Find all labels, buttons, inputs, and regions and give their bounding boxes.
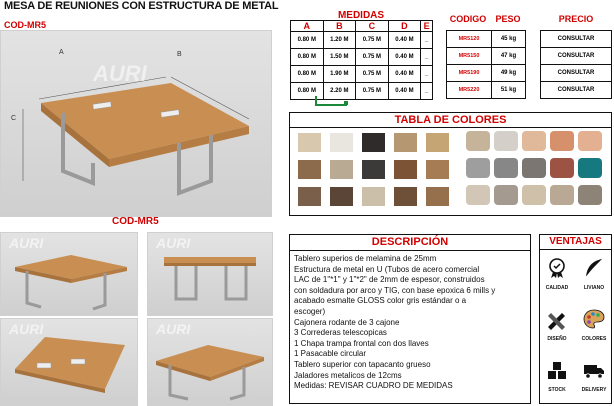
- color-swatch-wood[interactable]: [426, 160, 449, 179]
- product-code-top: COD-MR5: [4, 20, 46, 30]
- colores-header: TABLA DE COLORES: [394, 114, 507, 126]
- watermark: AURI: [9, 235, 44, 251]
- table-cell: 0.75 M: [356, 49, 389, 66]
- table-diagram-illustration: [1, 31, 271, 216]
- medidas-header: MEDIDAS: [337, 10, 385, 21]
- color-swatch-solid[interactable]: [578, 185, 602, 205]
- ventajas-header-rule: [540, 249, 611, 250]
- watermark: AURI: [156, 321, 191, 337]
- table-cell: CONSULTAR: [541, 48, 612, 65]
- table-cell: 0.80 M: [291, 49, 324, 66]
- ventaja-label-liviano: LIVIANO: [583, 285, 605, 291]
- table-cell: MR5220: [447, 82, 492, 99]
- watermark: AURI: [9, 321, 44, 337]
- ventajas-panel: [539, 234, 612, 404]
- delivery-truck-icon: [582, 359, 606, 381]
- descripcion-line: LAC de 1"*1" y 1"*2" de 2mm de espesor, construidos: [294, 275, 485, 285]
- table-row: [541, 82, 612, 99]
- table-cell: MR5150: [447, 48, 492, 65]
- color-swatch-solid[interactable]: [550, 131, 574, 151]
- table-cell: 0.75 M: [356, 83, 389, 100]
- descripcion-line: Medidas: REVISAR CUADRO DE MEDIDAS: [294, 381, 453, 391]
- table-cell: MR5120: [447, 31, 492, 48]
- color-swatch-solid[interactable]: [466, 158, 490, 178]
- table-row: [291, 83, 433, 100]
- table-cell: MR5190: [447, 65, 492, 82]
- table-row: [291, 66, 433, 83]
- table-cell: 45 kg: [492, 31, 526, 48]
- precio-table: [540, 30, 612, 99]
- color-swatch-solid[interactable]: [466, 185, 490, 205]
- codigo-peso-table: [446, 30, 526, 99]
- descripcion-line: acabado esmalte GLOSS color gris estándar o a: [294, 296, 467, 306]
- medidas-col-a: A: [291, 21, 324, 32]
- medidas-col-headers: [291, 21, 433, 32]
- table-row: [447, 31, 526, 48]
- table-cell: 1.90 M: [323, 66, 356, 83]
- product-photo-4: [147, 318, 273, 406]
- peso-header: PESO: [495, 14, 521, 24]
- table-cell: 0.40 M: [388, 83, 421, 100]
- table-cell: 0.40 M: [388, 66, 421, 83]
- product-photo-2: [147, 232, 273, 316]
- table-cell: 51 kg: [492, 82, 526, 99]
- table-cell: 0.75 M: [356, 32, 389, 49]
- descripcion-line: 3 Correderas telescopicas: [294, 328, 387, 338]
- color-swatch-wood[interactable]: [330, 133, 353, 152]
- codigo-header: CODIGO: [449, 14, 487, 24]
- table-row: [447, 48, 526, 65]
- table-row: [541, 48, 612, 65]
- table-cell: _: [421, 66, 433, 83]
- table-row: [541, 65, 612, 82]
- color-swatch-wood[interactable]: [394, 160, 417, 179]
- dim-label-c: C: [11, 115, 17, 122]
- medidas-col-e: E: [421, 21, 433, 32]
- color-swatch-wood[interactable]: [426, 187, 449, 206]
- ventaja-label-stock: STOCK: [548, 387, 566, 393]
- color-swatch-wood[interactable]: [330, 187, 353, 206]
- ventaja-label-colores: COLORES: [581, 336, 607, 342]
- colores-panel: [289, 112, 612, 216]
- descripcion-line: con soldadura por arco y TIG, con base epoxica 6 mills y: [294, 285, 496, 295]
- color-swatch-wood[interactable]: [362, 160, 385, 179]
- descripcion-line: Tablero superior con tapacanto grueso: [294, 359, 431, 369]
- table-cell: 1.20 M: [323, 32, 356, 49]
- page-title: MESA DE REUNIONES CON ESTRUCTURA DE METAL: [4, 0, 279, 12]
- table-top-surface: [41, 83, 249, 159]
- descripcion-line: Cajonera rodante de 3 cajone: [294, 317, 400, 327]
- color-swatch-solid[interactable]: [522, 158, 546, 178]
- table-row: [541, 31, 612, 48]
- color-swatch-wood[interactable]: [298, 160, 321, 179]
- color-swatch-solid[interactable]: [522, 185, 546, 205]
- table-cell: _: [421, 32, 433, 49]
- feather-icon: [582, 257, 606, 279]
- ventajas-header: VENTAJAS: [549, 236, 602, 247]
- table-cell: 0.80 M: [291, 66, 324, 83]
- descripcion-line: Jaladores metalicos de 12cms: [294, 370, 402, 380]
- color-swatch-wood[interactable]: [362, 187, 385, 206]
- descripcion-header-rule: [290, 250, 530, 251]
- ventaja-label-delivery: DELIVERY: [581, 387, 607, 393]
- product-photo-3: [0, 318, 138, 406]
- color-swatch-wood[interactable]: [426, 133, 449, 152]
- table-cell: _: [421, 83, 433, 100]
- table-cell: 0.80 M: [291, 32, 324, 49]
- table-cell: 2.20 M: [323, 83, 356, 100]
- table-row: [447, 65, 526, 82]
- table-cell: CONSULTAR: [541, 65, 612, 82]
- color-swatch-solid[interactable]: [494, 131, 518, 151]
- ventaja-label-diseno: DISEÑO: [547, 336, 567, 342]
- color-swatch-solid[interactable]: [550, 158, 574, 178]
- table-row: [291, 32, 433, 49]
- color-swatch-solid[interactable]: [494, 158, 518, 178]
- descripcion-text: [294, 254, 530, 392]
- table-cell: CONSULTAR: [541, 31, 612, 48]
- table-row: [447, 82, 526, 99]
- main-product-diagram: [0, 30, 272, 217]
- color-swatch-wood[interactable]: [298, 133, 321, 152]
- descripcion-line: Tablero superios de melamina de 25mm: [294, 254, 437, 263]
- design-tools-icon: [545, 308, 569, 330]
- color-swatch-solid[interactable]: [578, 131, 602, 151]
- dim-label-a: A: [59, 49, 64, 56]
- product-code-mid: COD-MR5: [112, 216, 159, 227]
- color-swatch-wood[interactable]: [394, 133, 417, 152]
- medidas-col-b: B: [323, 21, 356, 32]
- color-swatch-wood[interactable]: [362, 133, 385, 152]
- table-cell: 0.40 M: [388, 32, 421, 49]
- color-swatch-solid[interactable]: [494, 185, 518, 205]
- table-cell: 47 kg: [492, 48, 526, 65]
- palette-icon: [582, 308, 606, 330]
- descripcion-line: Estructura de metal en U (Tubos de acero comercial: [294, 264, 480, 274]
- medidas-col-d: D: [388, 21, 421, 32]
- table-cell: 1.50 M: [323, 49, 356, 66]
- color-swatch-wood[interactable]: [330, 160, 353, 179]
- descripcion-panel: [289, 234, 531, 404]
- descripcion-line: 1 Pasacable circular: [294, 349, 367, 359]
- cell-selection-marker[interactable]: [315, 96, 347, 106]
- table-cell: 0.80 M: [291, 83, 324, 100]
- color-swatch-wood[interactable]: [298, 187, 321, 206]
- precio-header: PRECIO: [558, 14, 594, 24]
- dim-label-b: B: [177, 51, 182, 58]
- table-row: [291, 49, 433, 66]
- table-cell: 0.40 M: [388, 49, 421, 66]
- table-cell: CONSULTAR: [541, 82, 612, 99]
- colores-header-rule: [290, 127, 611, 128]
- fill-handle[interactable]: [344, 101, 348, 105]
- medidas-col-c: C: [356, 21, 389, 32]
- watermark: AURI: [93, 61, 147, 86]
- product-photo-1: [0, 232, 138, 316]
- watermark: AURI: [156, 235, 191, 251]
- quality-icon: [545, 257, 569, 279]
- descripcion-header: DESCRIPCIÓN: [371, 236, 449, 248]
- descripcion-line: escoger): [294, 306, 326, 316]
- descripcion-line: 1 Chapa trampa frontal con dos llaves: [294, 338, 429, 348]
- color-swatch-solid[interactable]: [466, 131, 490, 151]
- color-swatch-solid[interactable]: [522, 131, 546, 151]
- color-swatch-wood[interactable]: [394, 187, 417, 206]
- table-cell: _: [421, 49, 433, 66]
- stock-boxes-icon: [545, 359, 569, 381]
- medidas-table: [290, 20, 433, 100]
- ventaja-label-calidad: CALIDAD: [545, 285, 569, 291]
- color-swatch-solid[interactable]: [550, 185, 574, 205]
- color-swatch-solid[interactable]: [578, 158, 602, 178]
- table-cell: 49 kg: [492, 65, 526, 82]
- table-cell: 0.75 M: [356, 66, 389, 83]
